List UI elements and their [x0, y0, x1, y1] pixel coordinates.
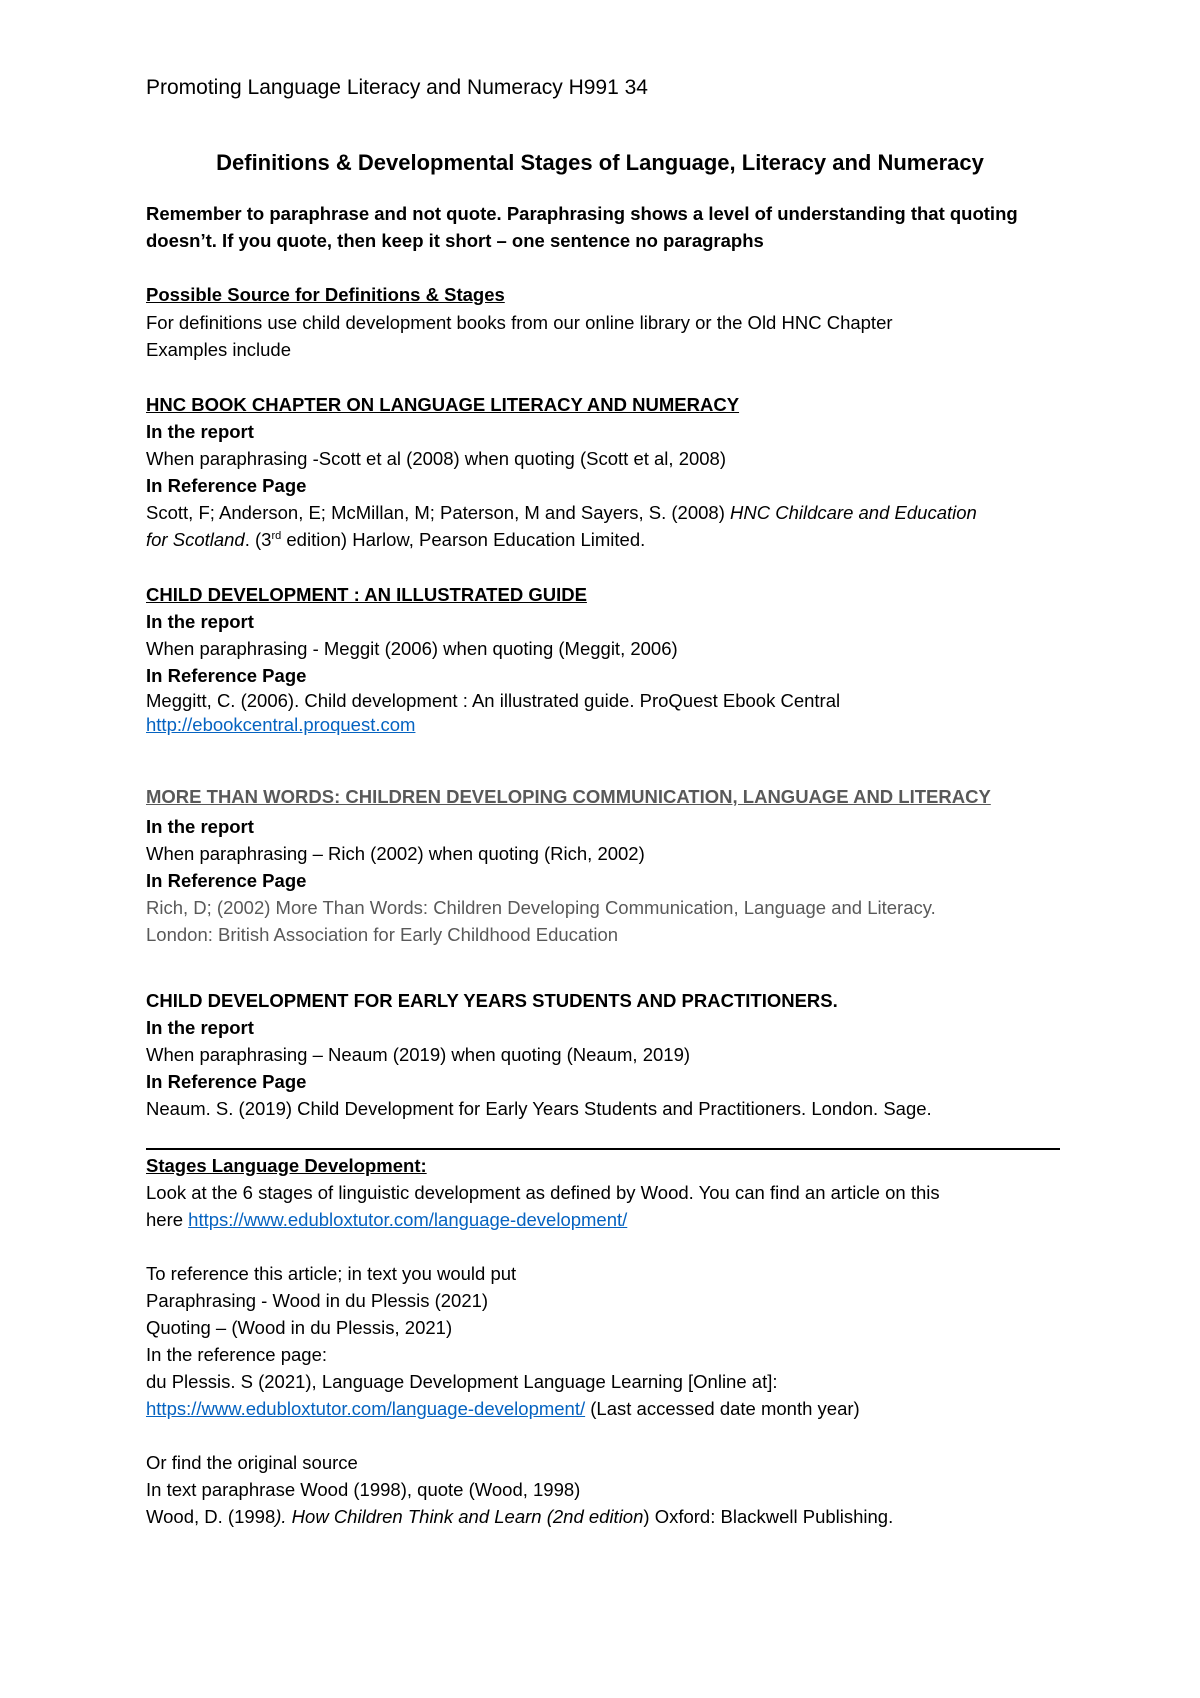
stages-quoting: Quoting – (Wood in du Plessis, 2021) [146, 1317, 453, 1338]
book3-ref-line-1: Rich, D; (2002) More Than Words: Children Developing Communication, Language and Literacy. [146, 897, 936, 918]
book2-in-ref: In Reference Page [146, 665, 307, 686]
book2-heading: CHILD DEVELOPMENT : AN ILLUSTRATED GUIDE [146, 584, 587, 605]
stages-line-1: Look at the 6 stages of linguistic development as defined by Wood. You can find an article on this [146, 1182, 940, 1203]
stages-article-link[interactable]: https://www.edubloxtutor.com/language-development/ [188, 1209, 628, 1230]
intro-line-2: doesn’t. If you quote, then keep it short – one sentence no paragraphs [146, 230, 764, 251]
book2-ref-text: Meggitt, C. (2006). Child development : An illustrated guide. ProQuest Ebook Central [146, 690, 841, 711]
stages-in-text: In text paraphrase Wood (1998), quote (Wood, 1998) [146, 1479, 581, 1500]
book1-ref-line-1: Scott, F; Anderson, E; McMillan, M; Paterson, M and Sayers, S. (2008) HNC Childcare and Education [146, 502, 977, 523]
book1-in-report: In the report [146, 421, 254, 442]
book4-heading: CHILD DEVELOPMENT FOR EARLY YEARS STUDENTS AND PRACTITIONERS. [146, 990, 838, 1011]
book2-in-report: In the report [146, 611, 254, 632]
stages-paraphrasing: Paraphrasing - Wood in du Plessis (2021) [146, 1290, 489, 1311]
section-divider [146, 1148, 1060, 1150]
intro-line-1: Remember to paraphrase and not quote. Paraphrasing shows a level of understanding that quoting [146, 203, 1018, 224]
book1-heading: HNC BOOK CHAPTER ON LANGUAGE LITERACY AND NUMERACY [146, 394, 740, 415]
document-title: Definitions & Developmental Stages of Language, Literacy and Numeracy [216, 150, 984, 175]
book3-heading: MORE THAN WORDS: CHILDREN DEVELOPING COMMUNICATION, LANGUAGE AND LITERACY [146, 786, 991, 807]
sources-line-2: Examples include [146, 339, 291, 360]
book4-ref-text: Neaum. S. (2019) Child Development for Early Years Students and Practitioners. London. Sage. [146, 1098, 932, 1119]
book4-report-text: When paraphrasing – Neaum (2019) when quoting (Neaum, 2019) [146, 1044, 691, 1065]
stages-original: Or find the original source [146, 1452, 358, 1473]
book3-in-ref: In Reference Page [146, 870, 307, 891]
page-header: Promoting Language Literacy and Numeracy H991 34 [146, 76, 648, 99]
stages-ref-link[interactable]: https://www.edubloxtutor.com/language-development/ [146, 1398, 586, 1419]
book3-in-report: In the report [146, 816, 254, 837]
sources-line-1: For definitions use child development books from our online library or the Old HNC Chapter [146, 312, 893, 333]
book1-in-ref: In Reference Page [146, 475, 307, 496]
stages-ref-entry: du Plessis. S (2021), Language Development Language Learning [Online at]: [146, 1371, 778, 1392]
book2-report-text: When paraphrasing - Meggit (2006) when quoting (Meggit, 2006) [146, 638, 678, 659]
sources-heading: Possible Source for Definitions & Stages [146, 284, 505, 305]
stages-ref-intro: To reference this article; in text you would put [146, 1263, 517, 1284]
stages-heading: Stages Language Development: [146, 1155, 427, 1176]
stages-ref-link-line: https://www.edubloxtutor.com/language-development/ (Last accessed date month year) [146, 1398, 860, 1419]
stages-ref-page: In the reference page: [146, 1344, 328, 1365]
book3-report-text: When paraphrasing – Rich (2002) when quoting (Rich, 2002) [146, 843, 645, 864]
book4-in-report: In the report [146, 1017, 254, 1038]
book3-ref-line-2: London: British Association for Early Childhood Education [146, 924, 619, 945]
book4-in-ref: In Reference Page [146, 1071, 307, 1092]
book1-ref-line-2: for Scotland. (3rd edition) Harlow, Pearson Education Limited. [146, 529, 646, 550]
book1-report-text: When paraphrasing -Scott et al (2008) when quoting (Scott et al, 2008) [146, 448, 727, 469]
book2-ref-link[interactable]: http://ebookcentral.proquest.com [146, 714, 416, 735]
stages-line-2: here https://www.edubloxtutor.com/language-development/ [146, 1209, 628, 1230]
stages-wood-ref: Wood, D. (1998). How Children Think and Learn (2nd edition) Oxford: Blackwell Publishing. [146, 1506, 894, 1527]
